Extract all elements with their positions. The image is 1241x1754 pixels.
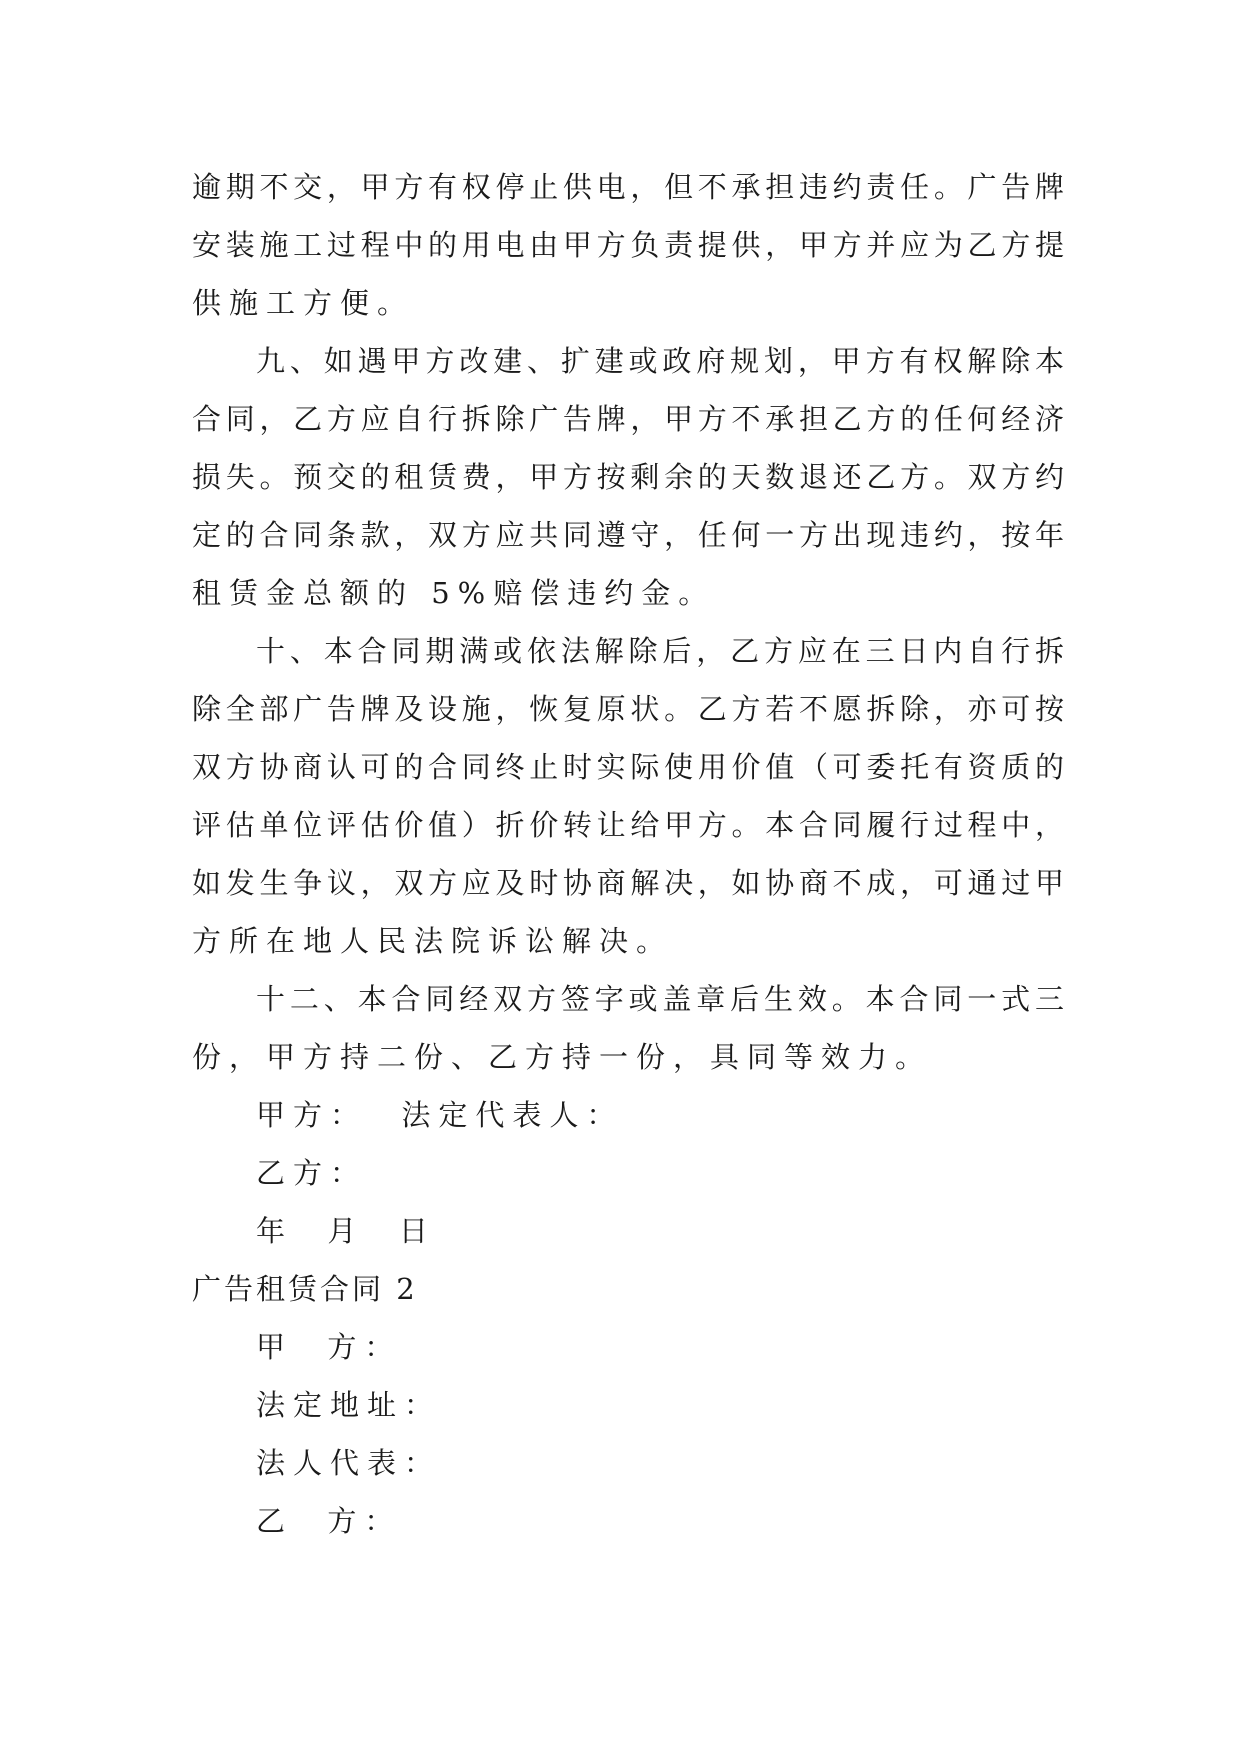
clause-12-line-1: 十二、本合同经双方签字或盖章后生效。本合同一式三 (256, 982, 1064, 1016)
clause-10-line-1: 十、本合同期满或依法解除后，乙方应在三日内自行拆 (256, 634, 1064, 668)
clause-10-line-6: 方所在地人民法院诉讼解决。 (192, 924, 674, 958)
clause-10-line-5: 如发生争议，双方应及时协商解决，如协商不成，可通过甲 (192, 866, 1064, 900)
date-line: 年 月 日 (256, 1214, 436, 1248)
clause-9-line-1: 九、如遇甲方改建、扩建或政府规划，甲方有权解除本 (256, 344, 1064, 378)
legal-representative-field: 法人代表： (256, 1446, 442, 1480)
clause-10-line-3: 双方协商认可的合同终止时实际使用价值（可委托有资质的 (192, 750, 1064, 784)
clause-12-line-2: 份，甲方持二份、乙方持一份，具同等效力。 (192, 1040, 933, 1074)
party-b-signature-line: 乙方： (256, 1156, 368, 1190)
clause-10-line-2: 除全部广告牌及设施，恢复原状。乙方若不愿拆除，亦可按 (192, 692, 1064, 726)
paragraph-8-line-3: 供施工方便。 (192, 286, 415, 320)
paragraph-8-line-2: 安装施工过程中的用电由甲方负责提供，甲方并应为乙方提 (192, 228, 1064, 262)
clause-9-line-5: 租赁金总额的 5%赔偿违约金。 (192, 576, 716, 610)
party-a-signature-line: 甲方： 法定代表人： (256, 1098, 624, 1132)
party-a-field: 甲 方： (256, 1330, 402, 1364)
clause-9-line-3: 损失。预交的租赁费，甲方按剩余的天数退还乙方。双方约 (192, 460, 1064, 494)
clause-10-line-4: 评估单位评估价值）折价转让给甲方。本合同履行过程中， (192, 808, 1064, 842)
party-b-field: 乙 方： (256, 1504, 402, 1538)
legal-address-field: 法定地址： (256, 1388, 442, 1422)
contract-2-title: 广告租赁合同 2 (192, 1272, 418, 1306)
clause-9-line-2: 合同，乙方应自行拆除广告牌，甲方不承担乙方的任何经济 (192, 402, 1064, 436)
clause-9-line-4: 定的合同条款，双方应共同遵守，任何一方出现违约，按年 (192, 518, 1064, 552)
document-body (192, 158, 1064, 1550)
paragraph-8-line-1: 逾期不交，甲方有权停止供电，但不承担违约责任。广告牌 (192, 170, 1064, 204)
